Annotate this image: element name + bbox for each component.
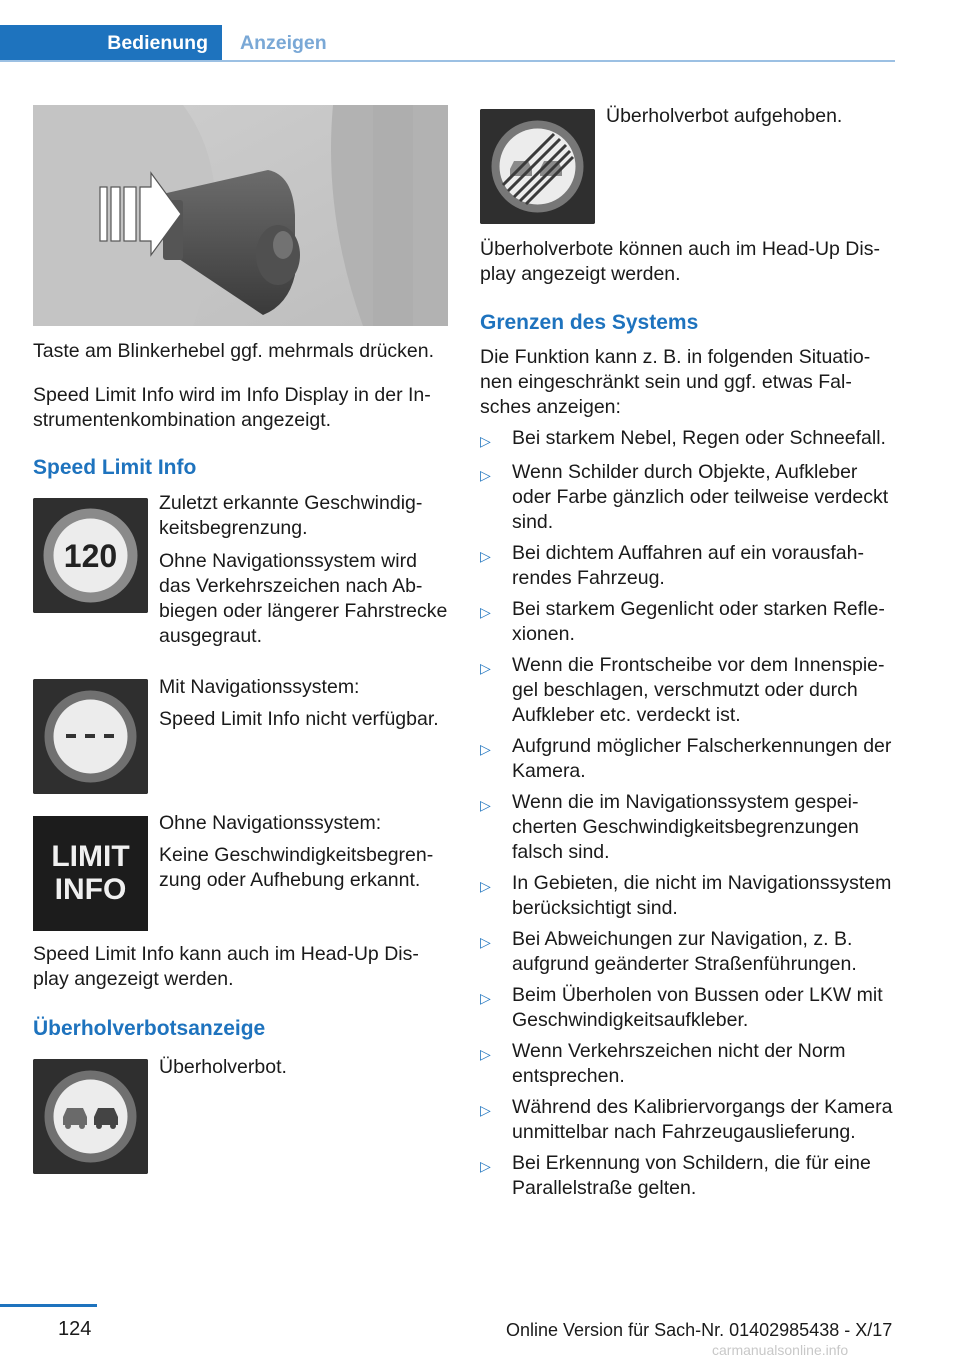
paragraph-speed-limit-display: Speed Limit Info wird im Info Display in der Instrumentenkombination angezeigt. (33, 384, 431, 431)
list-item: ▷ Beim Überholen von Bussen oder LKW mit Geschwindigkeitsaufkleber. (480, 984, 883, 1031)
bullet-arrow-icon: ▷ (480, 934, 491, 950)
bullet-arrow-icon: ▷ (480, 990, 491, 1006)
bullet-arrow-icon: ▷ (480, 741, 491, 757)
list-item: ▷ In Gebieten, die nicht im Navigationssystem berücksichtigt sind. (480, 872, 892, 919)
paragraph-overtaking-hud: Überholverbote können auch im Head-Up Display angezeigt werden. (480, 238, 880, 285)
watermark: carmanualsonline.info (712, 1342, 849, 1358)
heading-system-limits: Grenzen des Systems (480, 311, 699, 334)
list-item: ▷ Bei dichtem Auffahren auf ein vorausfahrendes Fahrzeug. (480, 542, 864, 589)
list-item: ▷ Wenn die Frontscheibe vor dem Innenspiegel beschlagen, verschmutzt oder durch Aufkleber etc. verdeckt ist. (480, 654, 885, 726)
page-number: 124 (58, 1318, 92, 1340)
limit-text-1: Ohne Navigationssystem: (159, 812, 382, 834)
dash-text-2: Speed Limit Info nicht verfügbar. (159, 708, 439, 730)
list-item: ▷ Wenn Verkehrszeichen nicht der Norm entsprechen. (480, 1040, 846, 1087)
tab-bedienung[interactable]: Bedienung (0, 25, 222, 61)
limit-icon-line-1: LIMIT (51, 840, 130, 873)
list-item: ▷ Aufgrund möglicher Falscherkennungen der Kamera. (480, 735, 892, 782)
dash-text-1: Mit Navigationssystem: (159, 676, 360, 698)
limit-icon-line-2: INFO (54, 873, 127, 906)
no-overtaking-icon (33, 1059, 148, 1174)
bullet-arrow-icon: ▷ (480, 548, 491, 564)
speed-limit-120-icon (33, 498, 148, 613)
footer-accent-line (0, 1304, 97, 1307)
list-item: ▷ Bei starkem Nebel, Regen oder Schneefall. (480, 426, 900, 454)
bullet-arrow-icon: ▷ (480, 660, 491, 676)
list-item: ▷ Wenn Schilder durch Objekte, Aufkleber oder Farbe gänzlich oder teilweise verdeckt sind. (480, 461, 889, 533)
speed-limit-number: 120 (63, 538, 118, 574)
bullet-arrow-icon: ▷ (480, 433, 491, 449)
bullet-arrow-icon: ▷ (480, 878, 491, 894)
overtake-text: Überholverbot. (159, 1056, 287, 1078)
header-divider (0, 60, 895, 62)
bullet-arrow-icon: ▷ (480, 1158, 491, 1174)
paragraph-head-up-display: Speed Limit Info kann auch im Head-Up Display angezeigt werden. (33, 943, 419, 990)
list-item: ▷ Bei Abweichungen zur Navigation, z. B. aufgrund geänderter Straßenführungen. (480, 928, 857, 975)
bullet-arrow-icon: ▷ (480, 1046, 491, 1062)
list-item: ▷ Bei Erkennung von Schildern, die für eine Parallelstraße gelten. (480, 1152, 871, 1199)
overtaking-lifted-icon (480, 109, 595, 224)
limit-info-icon (33, 816, 148, 931)
list-item: ▷ Wenn die im Navigationssystem gespeicherten Geschwindigkeitsbegrenzungen falsch sind. (480, 791, 859, 863)
limits-intro: Die Funktion kann z. B. in folgenden Situationen eingeschränkt sein und ggf. etwas Falsches anzeigen: (480, 346, 871, 418)
tab-anzeigen[interactable]: Anzeigen (240, 31, 327, 54)
bullet-arrow-icon: ▷ (480, 604, 491, 620)
list-item: ▷ Bei starkem Gegenlicht oder starken Reflexionen. (480, 598, 885, 645)
lifted-text: Überholverbot aufgehoben. (606, 105, 843, 127)
list-item: ▷ Während des Kalibriervorgangs der Kamera unmittelbar nach Fahrzeugauslieferung. (480, 1096, 893, 1143)
sign120-text-1: Zuletzt erkannte Geschwindigkeitsbegrenzung. (159, 492, 423, 539)
limits-list (480, 426, 900, 1207)
turn-signal-lever-photo (33, 105, 448, 326)
heading-speed-limit-info: Speed Limit Info (33, 456, 197, 479)
speed-limit-unavailable-icon (33, 679, 148, 794)
bullet-arrow-icon: ▷ (480, 1102, 491, 1118)
photo-caption: Taste am Blinkerhebel ggf. mehrmals drücken. (33, 340, 435, 362)
bullet-arrow-icon: ▷ (480, 797, 491, 813)
limit-text-2: Keine Geschwindigkeitsbegrenzung oder Aufhebung erkannt. (159, 844, 434, 891)
heading-overtaking-display: Überholverbotsanzeige (33, 1017, 266, 1040)
online-version-label: Online Version für Sach-Nr. 01402985438 - X/17 (506, 1320, 893, 1340)
bullet-arrow-icon: ▷ (480, 467, 491, 483)
sign120-text-2: Ohne Navigationssystem wird das Verkehrszeichen nach Abbiegen oder längerer Fahrstrecke ausgegraut. (159, 550, 448, 647)
